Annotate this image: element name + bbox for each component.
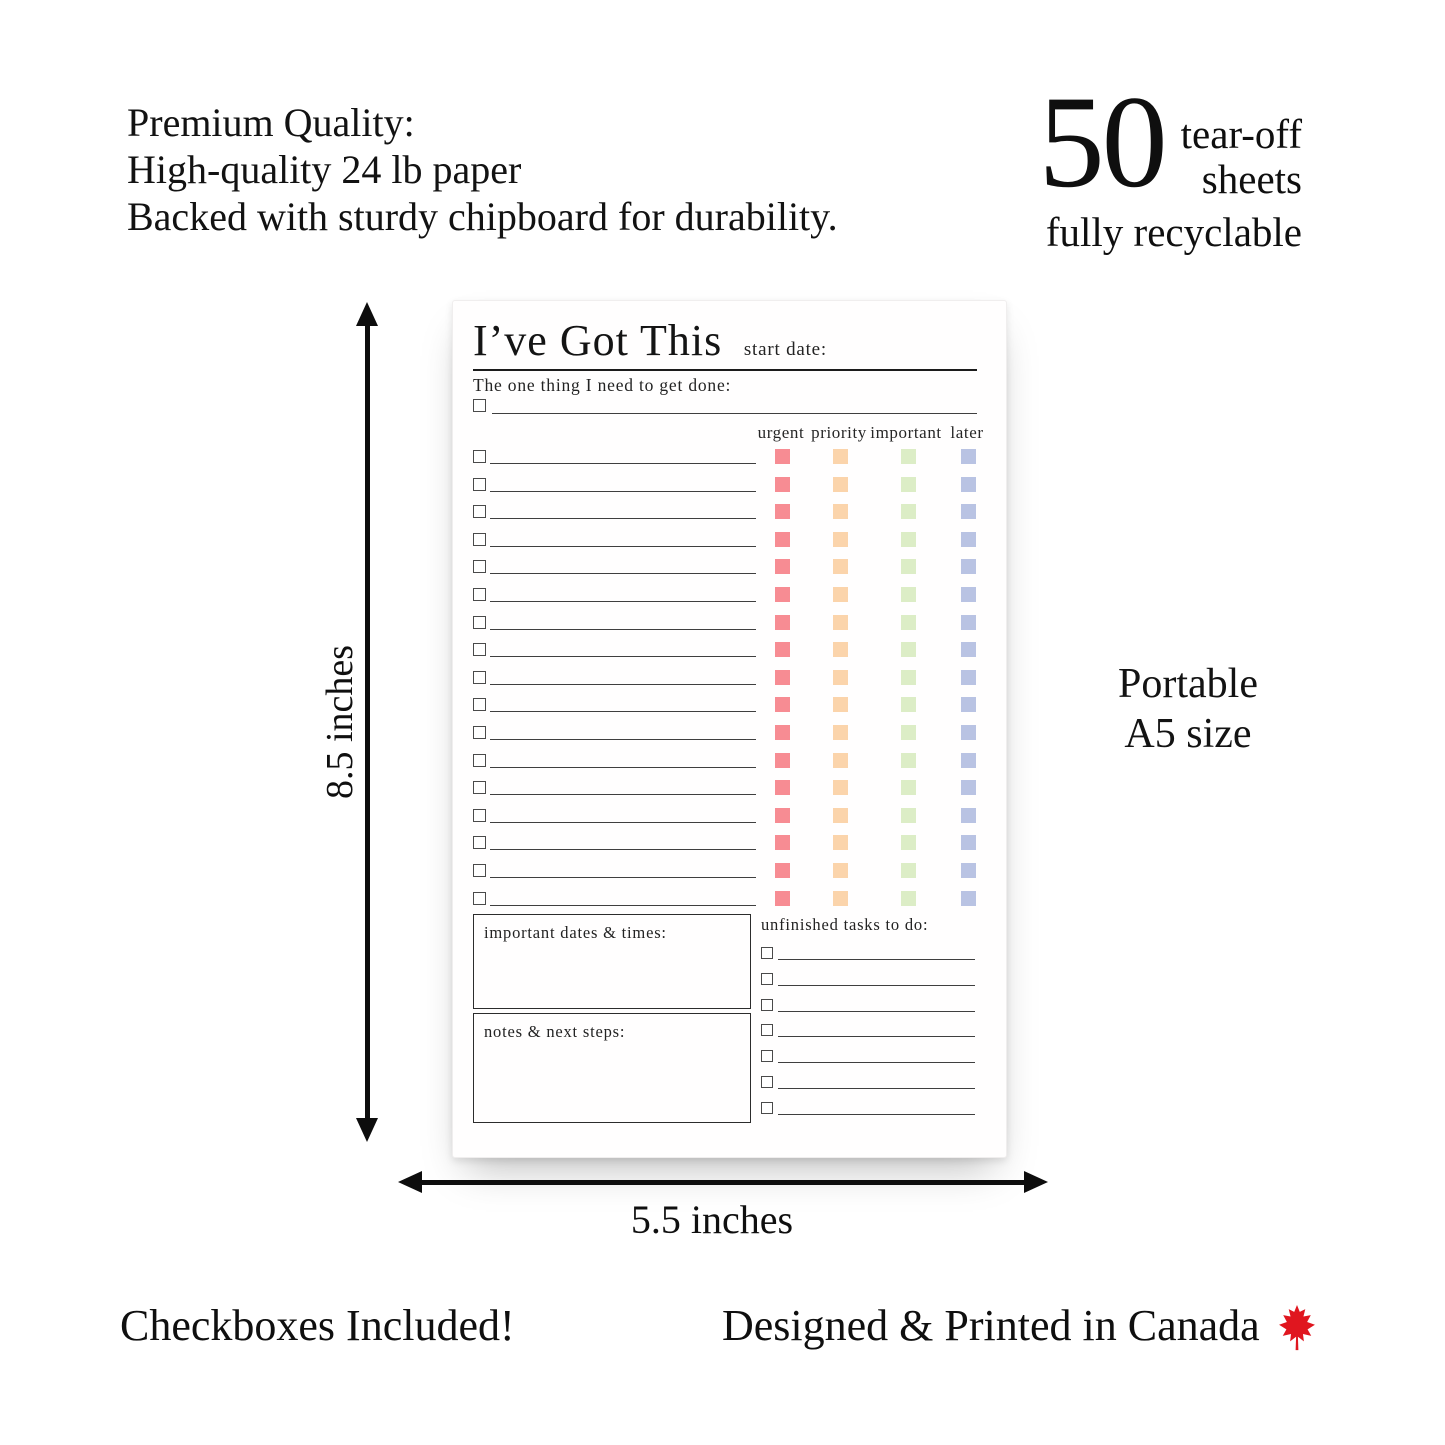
task-row <box>473 447 977 475</box>
size-note-line-2: A5 size <box>1124 710 1252 757</box>
task-row <box>473 833 977 861</box>
checkbox-icon <box>473 560 486 573</box>
write-line <box>490 767 756 768</box>
important-color-swatch <box>901 449 916 464</box>
checkbox-icon <box>473 671 486 684</box>
important-color-swatch <box>901 670 916 685</box>
write-line <box>490 629 756 630</box>
write-line <box>490 877 756 878</box>
sheets-label: sheets <box>1201 156 1302 203</box>
checkbox-icon <box>473 478 486 491</box>
notepad-bottom-section <box>473 911 977 1127</box>
unfinished-task-row <box>761 1070 977 1096</box>
important-color-swatch <box>901 697 916 712</box>
priority-color-swatch <box>833 532 848 547</box>
notepad-title: I’ve Got This <box>473 316 723 365</box>
write-line <box>490 656 756 657</box>
write-line <box>490 491 756 492</box>
premium-line-3: Backed with sturdy chipboard for durability. <box>127 193 838 239</box>
maple-leaf-icon <box>1274 1305 1320 1351</box>
one-thing-row <box>473 398 977 416</box>
priority-color-swatch <box>833 670 848 685</box>
premium-line-2: High-quality 24 lb paper <box>127 146 522 192</box>
priority-color-swatch <box>833 559 848 574</box>
write-line <box>490 463 756 464</box>
urgent-color-swatch <box>775 670 790 685</box>
arrow-line <box>408 1180 1038 1185</box>
checkbox-icon <box>473 505 486 518</box>
urgent-color-swatch <box>775 587 790 602</box>
later-color-swatch <box>961 808 976 823</box>
later-color-swatch <box>961 615 976 630</box>
arrow-line <box>365 312 370 1132</box>
checkbox-icon <box>473 754 486 767</box>
write-line <box>778 1062 975 1063</box>
urgent-color-swatch <box>775 449 790 464</box>
checkbox-icon <box>473 643 486 656</box>
later-color-swatch <box>961 670 976 685</box>
important-color-swatch <box>901 808 916 823</box>
column-label-urgent: urgent <box>757 423 805 442</box>
checkbox-icon <box>761 947 773 959</box>
task-row <box>473 723 977 751</box>
task-row <box>473 806 977 834</box>
write-line <box>778 1011 975 1012</box>
sheet-words <box>1181 88 1302 202</box>
task-row <box>473 640 977 668</box>
later-color-swatch <box>961 835 976 850</box>
priority-color-swatch <box>833 449 848 464</box>
important-color-swatch <box>901 504 916 519</box>
priority-color-swatch <box>833 863 848 878</box>
later-color-swatch <box>961 863 976 878</box>
sheet-count: 50 <box>1038 68 1165 215</box>
write-line <box>778 1114 975 1115</box>
arrow-down-icon <box>356 1118 378 1142</box>
unfinished-task-row <box>761 941 977 967</box>
unfinished-tasks-list <box>761 941 977 1122</box>
column-label-later: later <box>950 423 984 442</box>
premium-line-1: Premium Quality: <box>127 100 415 145</box>
write-line <box>778 1036 975 1037</box>
later-color-swatch <box>961 587 976 602</box>
priority-color-swatch <box>833 504 848 519</box>
one-thing-label: The one thing I need to get done: <box>473 375 732 395</box>
recyclable-label: fully recyclable <box>1045 209 1302 256</box>
later-color-swatch <box>961 725 976 740</box>
checkbox-icon <box>473 864 486 877</box>
checkbox-icon <box>473 836 486 849</box>
task-row <box>473 695 977 723</box>
write-line <box>492 413 977 414</box>
notepad-header <box>473 315 977 371</box>
priority-color-swatch <box>833 891 848 906</box>
write-line <box>490 601 756 602</box>
size-note <box>1118 660 1258 759</box>
task-row <box>473 668 977 696</box>
urgent-color-swatch <box>775 725 790 740</box>
write-line <box>778 1088 975 1089</box>
priority-color-swatch <box>833 780 848 795</box>
urgent-color-swatch <box>775 780 790 795</box>
checkbox-icon <box>761 1076 773 1088</box>
priority-color-swatch <box>833 477 848 492</box>
task-row <box>473 778 977 806</box>
maple-leaf-shape <box>1279 1305 1315 1350</box>
priority-color-swatch <box>833 615 848 630</box>
checkbox-icon <box>761 973 773 985</box>
important-color-swatch <box>901 725 916 740</box>
later-color-swatch <box>961 753 976 768</box>
width-dimension-label: 5.5 inches <box>630 1197 794 1242</box>
notepad-mockup <box>452 300 1007 1158</box>
urgent-color-swatch <box>775 532 790 547</box>
priority-color-swatch <box>833 642 848 657</box>
checkbox-icon <box>473 726 486 739</box>
unfinished-tasks-label: unfinished tasks to do: <box>761 915 929 934</box>
unfinished-task-row <box>761 993 977 1019</box>
arrow-right-icon <box>1024 1171 1048 1193</box>
unfinished-task-row <box>761 967 977 993</box>
write-line <box>490 518 756 519</box>
write-line <box>778 959 975 960</box>
write-line <box>490 573 756 574</box>
width-dimension-arrow <box>398 1170 1048 1194</box>
priority-color-swatch <box>833 808 848 823</box>
important-color-swatch <box>901 477 916 492</box>
write-line <box>490 684 756 685</box>
task-row <box>473 751 977 779</box>
urgent-color-swatch <box>775 559 790 574</box>
notes-box <box>473 1013 751 1123</box>
write-line <box>778 985 975 986</box>
premium-quality-text <box>127 100 838 240</box>
later-color-swatch <box>961 504 976 519</box>
height-dimension-label: 8.5 inches <box>319 644 361 800</box>
task-row <box>473 475 977 503</box>
later-color-swatch <box>961 697 976 712</box>
column-label-priority: priority <box>811 423 867 442</box>
size-note-line-1: Portable <box>1118 661 1258 707</box>
task-row <box>473 530 977 558</box>
priority-color-swatch <box>833 697 848 712</box>
important-color-swatch <box>901 780 916 795</box>
later-color-swatch <box>961 891 976 906</box>
important-color-swatch <box>901 559 916 574</box>
checkbox-icon <box>761 1024 773 1036</box>
write-line <box>490 822 756 823</box>
later-color-swatch <box>961 780 976 795</box>
important-color-swatch <box>901 835 916 850</box>
task-row <box>473 502 977 530</box>
checkbox-icon <box>761 999 773 1011</box>
write-line <box>490 905 756 906</box>
task-row <box>473 613 977 641</box>
priority-color-swatch <box>833 753 848 768</box>
later-color-swatch <box>961 449 976 464</box>
later-color-swatch <box>961 559 976 574</box>
checkbox-icon <box>473 892 486 905</box>
designed-printed-label: Designed & Printed in Canada <box>722 1301 1260 1350</box>
urgent-color-swatch <box>775 891 790 906</box>
urgent-color-swatch <box>775 477 790 492</box>
checkbox-icon <box>473 616 486 629</box>
priority-color-swatch <box>833 587 848 602</box>
important-color-swatch <box>901 753 916 768</box>
important-color-swatch <box>901 615 916 630</box>
later-color-swatch <box>961 532 976 547</box>
checkbox-icon <box>473 450 486 463</box>
unfinished-task-row <box>761 1018 977 1044</box>
write-line <box>490 794 756 795</box>
checkbox-icon <box>473 533 486 546</box>
later-color-swatch <box>961 642 976 657</box>
important-color-swatch <box>901 587 916 602</box>
checkbox-icon <box>473 781 486 794</box>
important-color-swatch <box>901 642 916 657</box>
task-row <box>473 585 977 613</box>
unfinished-task-row <box>761 1044 977 1070</box>
write-line <box>490 546 756 547</box>
write-line <box>490 739 756 740</box>
unfinished-task-row <box>761 1096 977 1122</box>
checkbox-icon <box>761 1050 773 1062</box>
urgent-color-swatch <box>775 504 790 519</box>
checkbox-icon <box>761 1102 773 1114</box>
column-label-important: important <box>870 423 942 442</box>
urgent-color-swatch <box>775 615 790 630</box>
tear-off-label: tear-off <box>1180 111 1302 157</box>
write-line <box>490 711 756 712</box>
priority-color-swatch <box>833 835 848 850</box>
checkbox-icon <box>473 399 486 412</box>
sheets-count-row <box>1038 68 1302 215</box>
sheets-callout <box>1038 68 1302 256</box>
write-line <box>490 849 756 850</box>
task-list <box>473 447 977 916</box>
urgent-color-swatch <box>775 863 790 878</box>
notes-label: notes & next steps: <box>484 1022 626 1041</box>
priority-column-headers <box>453 423 1006 443</box>
important-color-swatch <box>901 863 916 878</box>
important-dates-label: important dates & times: <box>484 923 667 942</box>
made-in-canada-text <box>722 1300 1320 1351</box>
urgent-color-swatch <box>775 753 790 768</box>
later-color-swatch <box>961 477 976 492</box>
checkbox-icon <box>473 698 486 711</box>
urgent-color-swatch <box>775 642 790 657</box>
start-date-label: start date: <box>743 339 827 360</box>
checkboxes-included-text: Checkboxes Included! <box>120 1301 515 1350</box>
checkbox-icon <box>473 588 486 601</box>
important-color-swatch <box>901 891 916 906</box>
important-color-swatch <box>901 532 916 547</box>
task-row <box>473 557 977 585</box>
priority-color-swatch <box>833 725 848 740</box>
urgent-color-swatch <box>775 835 790 850</box>
important-dates-box <box>473 914 751 1009</box>
urgent-color-swatch <box>775 808 790 823</box>
urgent-color-swatch <box>775 697 790 712</box>
checkbox-icon <box>473 809 486 822</box>
task-row <box>473 861 977 889</box>
